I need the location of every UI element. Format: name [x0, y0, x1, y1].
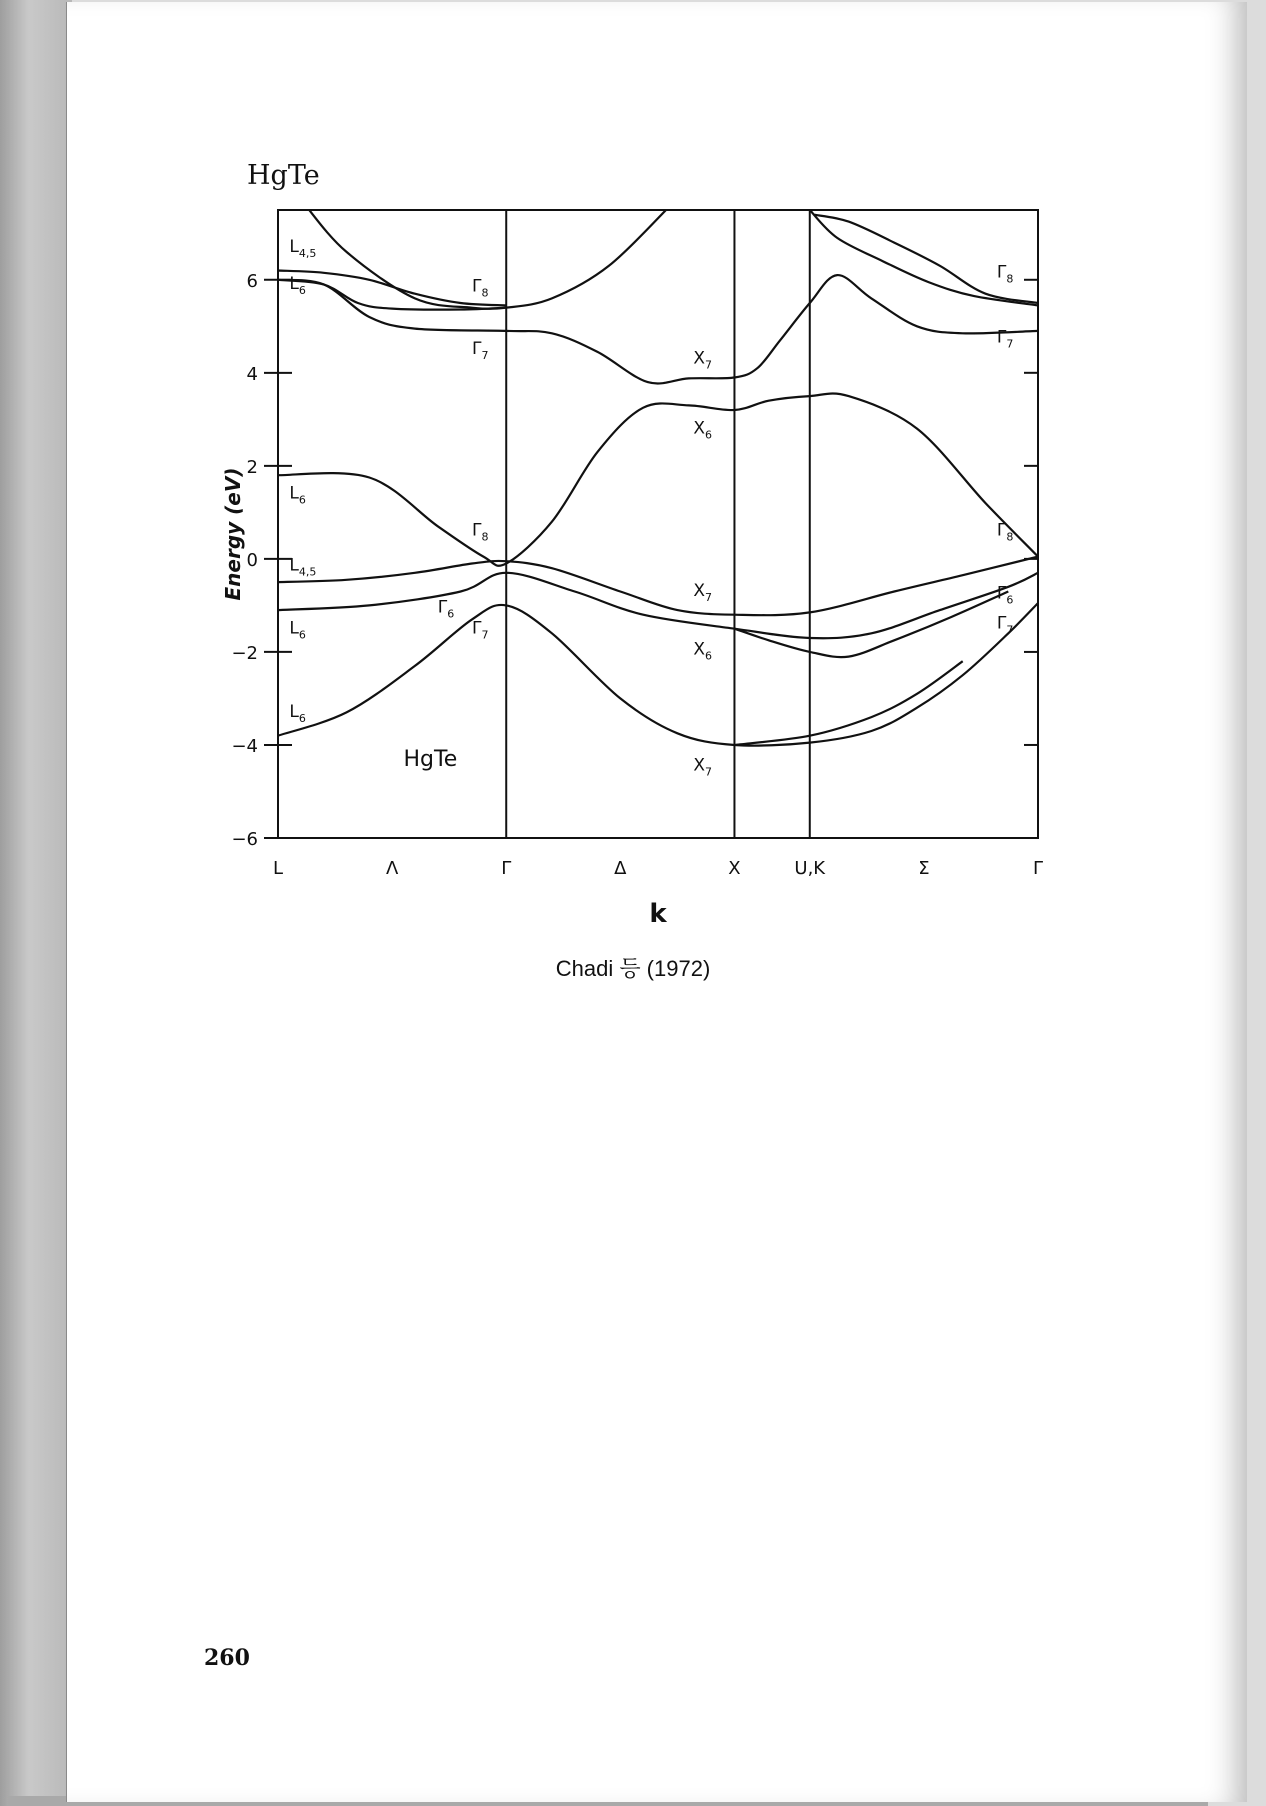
x-tick-label: Σ — [918, 858, 930, 879]
band-curve-6 — [278, 393, 1038, 565]
x-tick-label: X — [728, 858, 741, 879]
band-label: $X_7$ — [693, 348, 713, 372]
inset-label: HgTe — [403, 746, 458, 772]
x-axis-ticks — [273, 858, 1043, 879]
band-label: $X_6$ — [693, 639, 713, 663]
band-label: $\Gamma_7$ — [996, 327, 1014, 351]
y-tick-label: −6 — [231, 829, 258, 850]
plot-frame — [278, 210, 1038, 838]
band-label: $\Gamma_7$ — [471, 618, 489, 642]
x-tick-label: L — [272, 858, 284, 879]
band-label: $\Gamma_6$ — [996, 583, 1014, 607]
plot-border — [278, 210, 1038, 838]
band-label: $\Gamma_8$ — [471, 276, 489, 300]
band-label: $L_{4,5}$ — [289, 555, 317, 579]
band-label: $\Gamma_8$ — [996, 520, 1014, 544]
band-label: $X_7$ — [693, 755, 713, 779]
band-label: $X_6$ — [693, 418, 713, 442]
y-tick-label: 0 — [246, 549, 258, 571]
x-tick-label: Δ — [614, 858, 627, 879]
band-label: $L_6$ — [289, 702, 306, 726]
band-curves — [278, 205, 1038, 745]
plot-vertical-lines — [506, 210, 810, 838]
band-label: $X_7$ — [693, 581, 713, 605]
band-label: $\Gamma_8$ — [471, 520, 489, 544]
band-label: $\Gamma_8$ — [996, 262, 1014, 286]
x-tick-label: Λ — [385, 858, 399, 879]
x-axis-label: k — [649, 899, 667, 929]
y-tick-label: 4 — [246, 363, 258, 385]
y-tick-label: −4 — [231, 735, 258, 757]
x-tick-label: Γ — [501, 858, 512, 879]
band-label: $\Gamma_7$ — [996, 613, 1014, 637]
x-tick-label: U,K — [794, 858, 826, 879]
y-tick-label: 6 — [246, 270, 258, 292]
band-curve-10 — [278, 603, 1038, 746]
band-curve-7 — [278, 557, 1038, 616]
y-tick-label: −2 — [231, 642, 258, 664]
band-curve-3 — [278, 275, 1038, 383]
band-curve-5 — [814, 215, 1038, 303]
y-tick-label: 2 — [246, 456, 258, 478]
band-label: $\Gamma_7$ — [471, 339, 489, 363]
y-axis-label: Energy (eV) — [221, 467, 245, 601]
band-label: $\Gamma_6$ — [437, 597, 455, 621]
y-axis-ticks — [231, 271, 1038, 850]
band-label: $L_{4,5}$ — [289, 236, 317, 260]
band-label: $L_6$ — [289, 274, 306, 298]
page-number: 260 — [204, 1645, 250, 1671]
band-label: $L_6$ — [289, 618, 306, 642]
figure-caption: Chadi 등 (1972) — [555, 956, 711, 981]
band-annotations — [289, 237, 1013, 779]
chart-title: HgTe — [247, 160, 320, 191]
band-label: $L_6$ — [289, 483, 306, 507]
band-curve-11 — [735, 661, 963, 745]
x-tick-label: Γ — [1032, 858, 1044, 879]
